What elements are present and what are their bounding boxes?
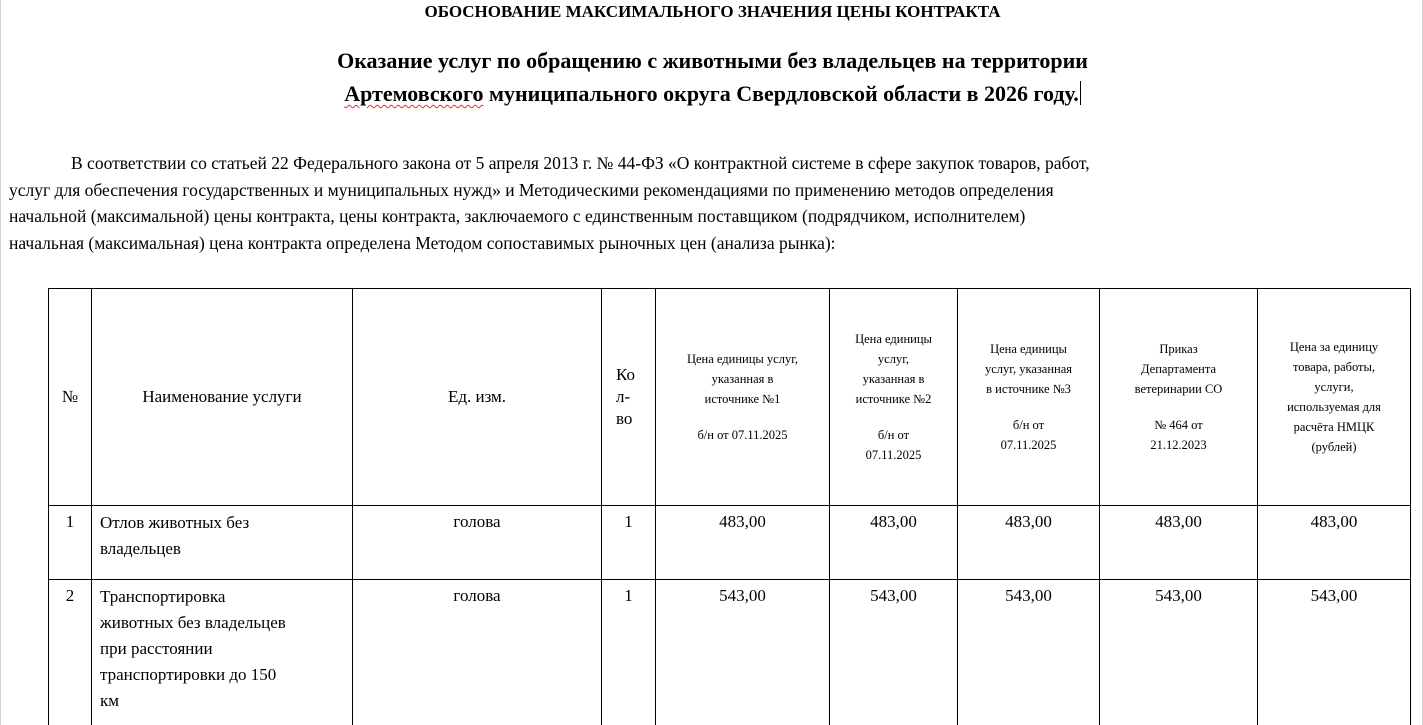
source-1-doc: б/н от 07.11.2025: [697, 428, 788, 442]
header-nmck-price: Цена за единицу товара, работы, услуги, используемая для расчёта НМЦК (рублей): [1258, 289, 1411, 506]
cell-nmck-price: 483,00: [1258, 506, 1411, 580]
document-subtitle: [1, 44, 1423, 110]
cell-source-3: 543,00: [958, 580, 1100, 725]
subtitle-line-2-rest: муниципального округа Свердловской области в 2026 году.: [483, 81, 1079, 106]
intro-line: В соответствии со статьей 22 Федерального закона от 5 апреля 2013 г. № 44-ФЗ «О контрактной системе в сфере закупок товаров, работ,: [71, 153, 1090, 173]
cell-unit: голова: [353, 580, 602, 725]
cell-source-2: 543,00: [830, 580, 958, 725]
cell-source-1: 483,00: [656, 506, 830, 580]
cell-unit: голова: [353, 506, 602, 580]
table-header-row: [49, 289, 1411, 506]
header-service-name: Наименование услуги: [92, 289, 353, 506]
cell-order: 483,00: [1100, 506, 1258, 580]
intro-line: начальной (максимальной) цены контракта, цены контракта, заключаемого с единственным поставщиком (подрядчиком, исполнителем): [9, 206, 1026, 226]
price-table: [48, 288, 1411, 725]
intro-line: начальная (максимальная) цена контракта определена Методом сопоставимых рыночных цен (анализа рынка):: [9, 232, 836, 253]
header-source-1: Цена единицы услуг, указанная в источнике №1 б/н от 07.11.2025: [656, 289, 830, 506]
table-row: [49, 506, 1411, 580]
header-unit: Ед. изм.: [353, 289, 602, 506]
header-order: Приказ Департамента ветеринарии СО № 464 от 21.12.2023: [1100, 289, 1258, 506]
cell-source-2: 483,00: [830, 506, 958, 580]
misspelled-word: Артемовского: [344, 81, 484, 106]
cell-num: 2: [49, 580, 92, 725]
cell-quantity: 1: [602, 580, 656, 725]
cell-order: 543,00: [1100, 580, 1258, 725]
header-quantity: Ко л- во: [602, 289, 656, 506]
subtitle-line-2: [1, 77, 1423, 110]
cell-quantity: 1: [602, 506, 656, 580]
header-source-2: Цена единицы услуг, указанная в источнике №2 б/н от 07.11.2025: [830, 289, 958, 506]
cell-source-1: 543,00: [656, 580, 830, 725]
cell-service-name: Отлов животных без владельцев: [92, 506, 353, 580]
table-row: [49, 580, 1411, 725]
document-title: ОБОСНОВАНИЕ МАКСИМАЛЬНОГО ЗНАЧЕНИЯ ЦЕНЫ КОНТРАКТА: [424, 2, 1001, 21]
intro-paragraph: [9, 150, 1419, 256]
subtitle-line-1: Оказание услуг по обращению с животными без владельцев на территории: [337, 48, 1088, 73]
cell-nmck-price: 543,00: [1258, 580, 1411, 725]
text-cursor: [1080, 81, 1081, 105]
cell-source-3: 483,00: [958, 506, 1100, 580]
header-num: №: [49, 289, 92, 506]
intro-line: услуг для обеспечения государственных и муниципальных нужд» и Методическими рекомендациями по применению методов определения: [9, 179, 1054, 200]
header-source-3: Цена единицы услуг, указанная в источнике №3 б/н от 07.11.2025: [958, 289, 1100, 506]
cell-num: 1: [49, 506, 92, 580]
cell-service-name: Транспортировка животных без владельцев при расстоянии транспортировки до 150 км: [92, 580, 353, 725]
